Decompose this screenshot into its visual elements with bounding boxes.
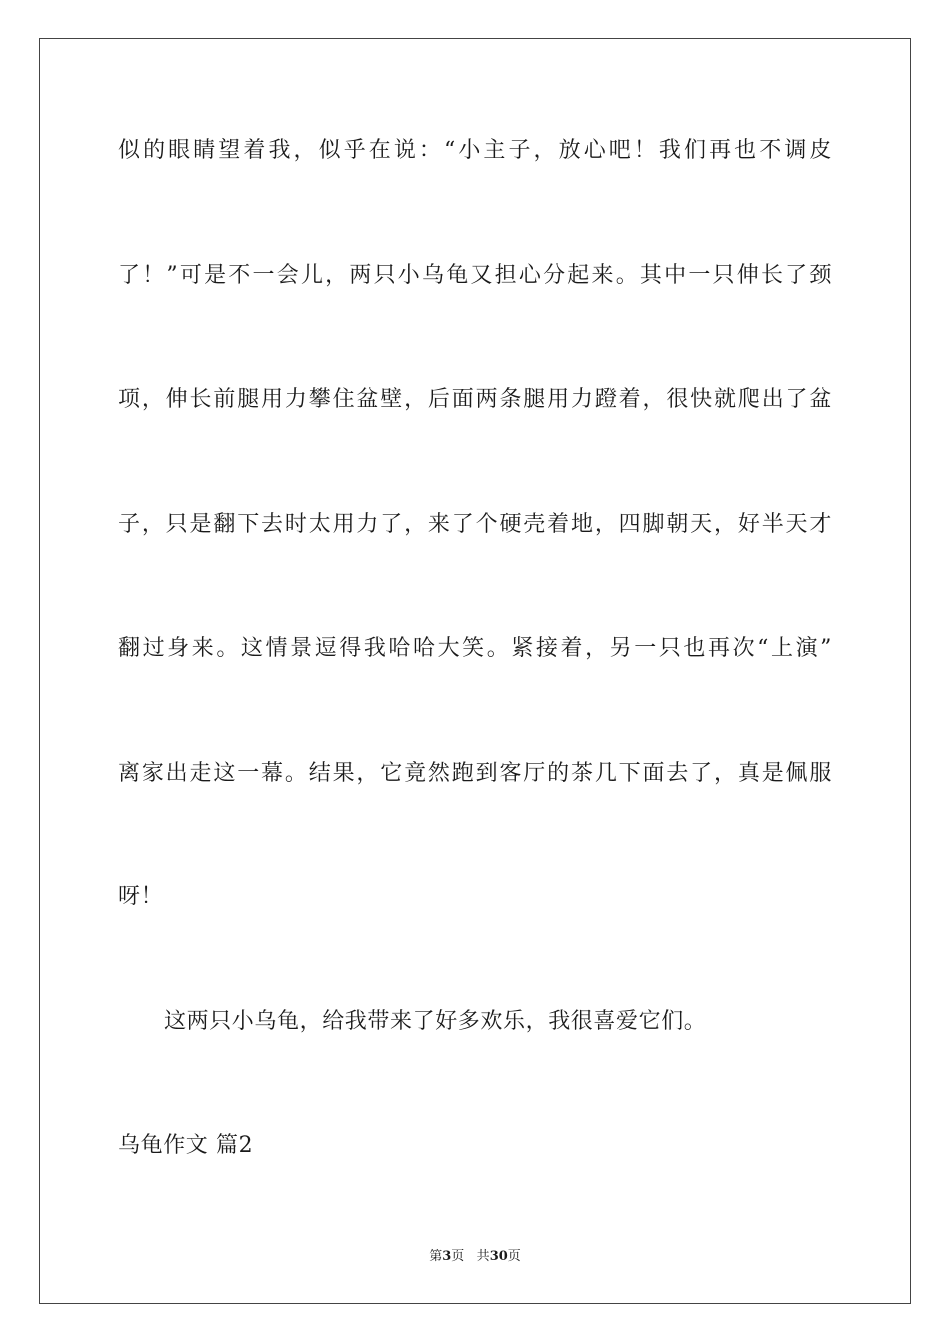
body-line-7: 呀！ <box>118 884 164 909</box>
section-heading: 乌龟作文 篇2 <box>118 1133 254 1158</box>
body-line-4: 子，只是翻下去时太用力了，来了个硬壳着地，四脚朝天，好半天才 <box>118 512 832 537</box>
footer-prefix: 第 <box>429 1249 443 1264</box>
footer-total-pages: 30 <box>489 1249 508 1264</box>
body-line-6: 离家出走这一幕。结果，它竟然跑到客厅的茶几下面去了，真是佩服 <box>118 761 832 786</box>
footer-page-suffix: 页 <box>451 1249 465 1264</box>
page-footer <box>0 1248 950 1266</box>
footer-current-page: 3 <box>442 1249 452 1264</box>
body-line-1: 似的眼睛望着我，似乎在说：“小主子，放心吧！我们再也不调皮 <box>118 138 832 163</box>
footer-total-suffix: 页 <box>507 1249 521 1264</box>
body-line-3: 项，伸长前腿用力攀住盆壁，后面两条腿用力蹬着，很快就爬出了盆 <box>118 387 832 412</box>
paragraph-closing: 这两只小乌龟，给我带来了好多欢乐，我很喜爱它们。 <box>164 1009 707 1034</box>
footer-total-prefix: 共 <box>476 1249 490 1264</box>
body-line-5: 翻过身来。这情景逗得我哈哈大笑。紧接着，另一只也再次“上演” <box>118 636 832 661</box>
page-border <box>39 38 911 1304</box>
body-line-2: 了！”可是不一会儿，两只小乌龟又担心分起来。其中一只伸长了颈 <box>118 263 832 288</box>
